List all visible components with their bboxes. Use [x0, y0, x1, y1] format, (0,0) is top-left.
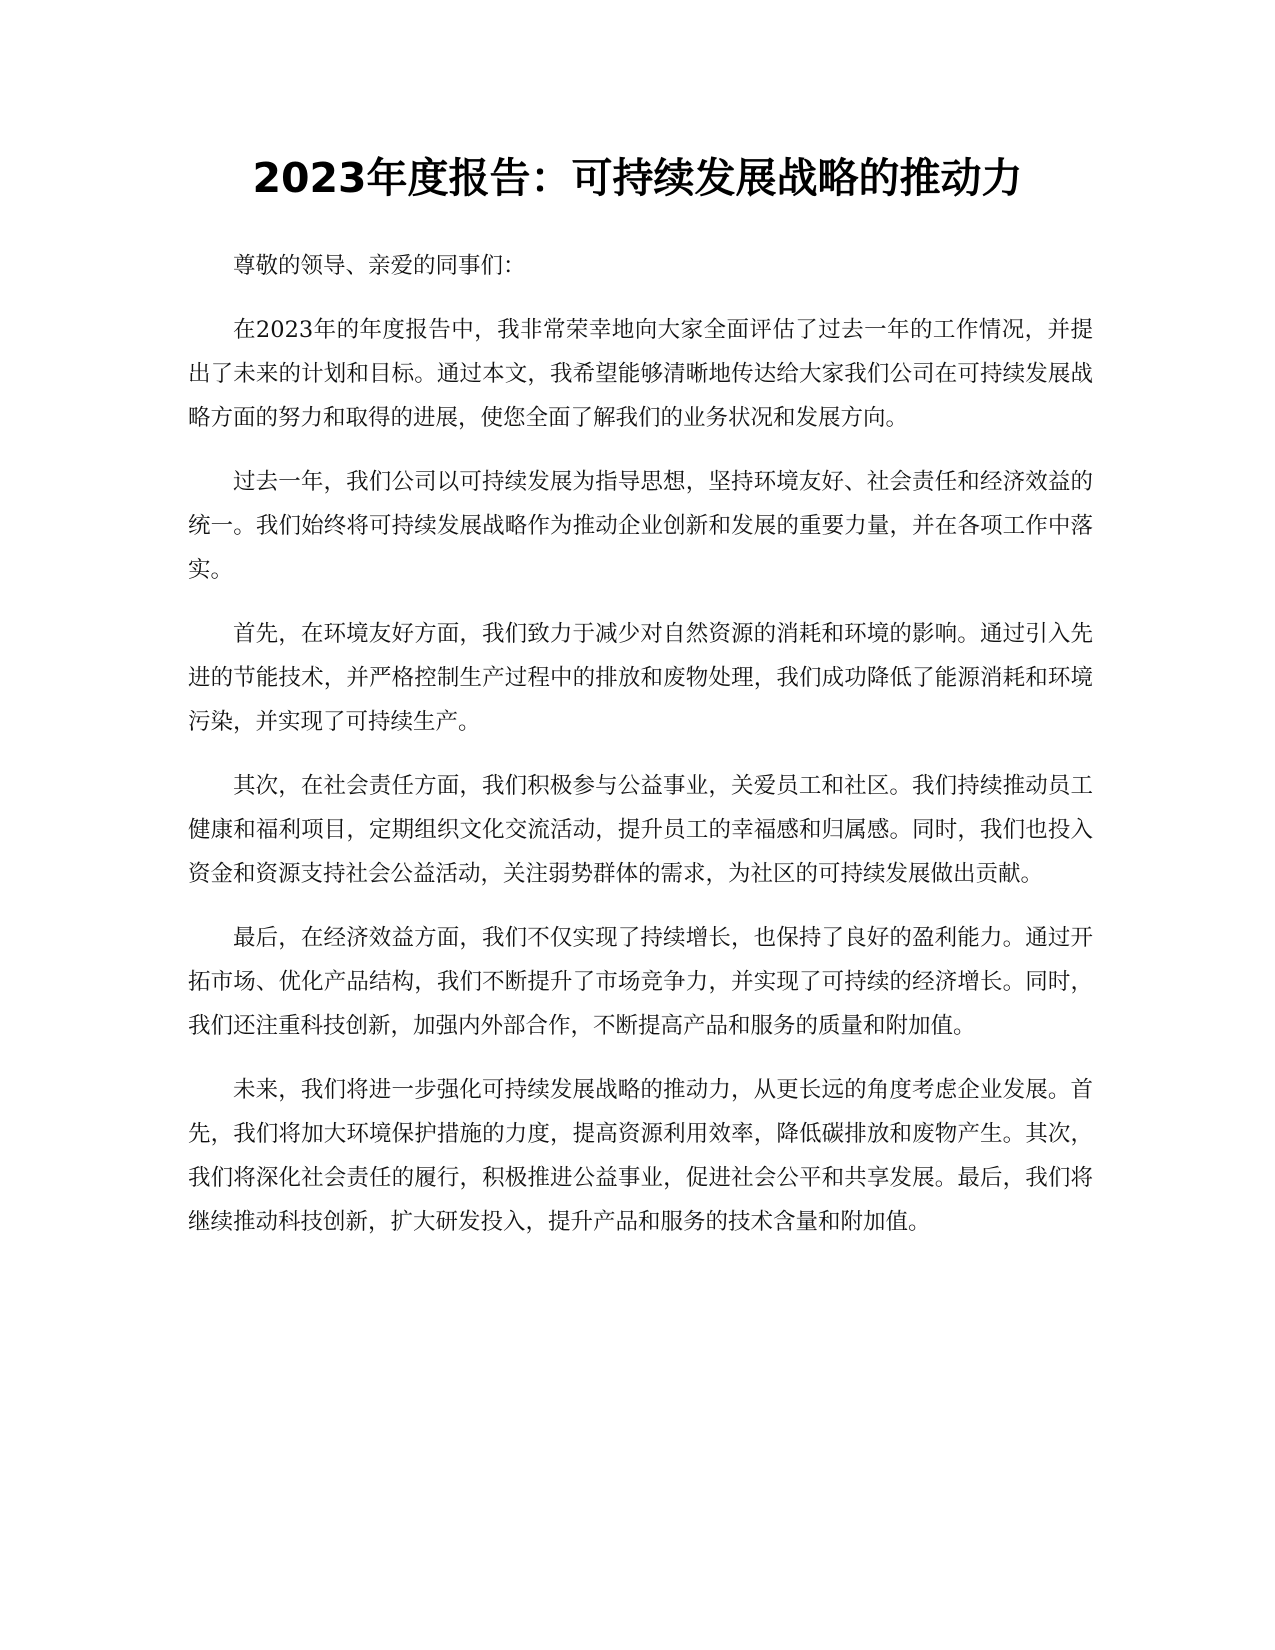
paragraph: 首先，在环境友好方面，我们致力于减少对自然资源的消耗和环境的影响。通过引入先进的节能技术，并严格控制生产过程中的排放和废物处理，我们成功降低了能源消耗和环境污染，并实现了可持续生产。: [188, 621, 1093, 735]
document-body: [188, 244, 1093, 1264]
salutation: 尊敬的领导、亲爱的同事们：: [233, 253, 526, 279]
paragraph: 过去一年，我们公司以可持续发展为指导思想，坚持环境友好、社会责任和经济效益的统一。我们始终将可持续发展战略作为推动企业创新和发展的重要力量，并在各项工作中落实。: [188, 469, 1093, 583]
paragraph: 其次，在社会责任方面，我们积极参与公益事业，关爱员工和社区。我们持续推动员工健康和福利项目，定期组织文化交流活动，提升员工的幸福感和归属感。同时，我们也投入资金和资源支持社会公益活动，关注弱势群体的需求，为社区的可持续发展做出贡献。: [188, 773, 1093, 887]
paragraph: 未来，我们将进一步强化可持续发展战略的推动力，从更长远的角度考虑企业发展。首先，我们将加大环境保护措施的力度，提高资源利用效率，降低碳排放和废物产生。其次，我们将深化社会责任的履行，积极推进公益事业，促进社会公平和共享发展。最后，我们将继续推动科技创新，扩大研发投入，提升产品和服务的技术含量和附加值。: [188, 1077, 1093, 1235]
paragraph: 最后，在经济效益方面，我们不仅实现了持续增长，也保持了良好的盈利能力。通过开拓市场、优化产品结构，我们不断提升了市场竞争力，并实现了可持续的经济增长。同时，我们还注重科技创新，加强内外部合作，不断提高产品和服务的质量和附加值。: [188, 925, 1093, 1039]
document-title: 2023年度报告：可持续发展战略的推动力: [252, 154, 1023, 202]
paragraph: 在2023年的年度报告中，我非常荣幸地向大家全面评估了过去一年的工作情况，并提出了未来的计划和目标。通过本文，我希望能够清晰地传达给大家我们公司在可持续发展战略方面的努力和取得的进展，使您全面了解我们的业务状况和发展方向。: [188, 317, 1093, 431]
